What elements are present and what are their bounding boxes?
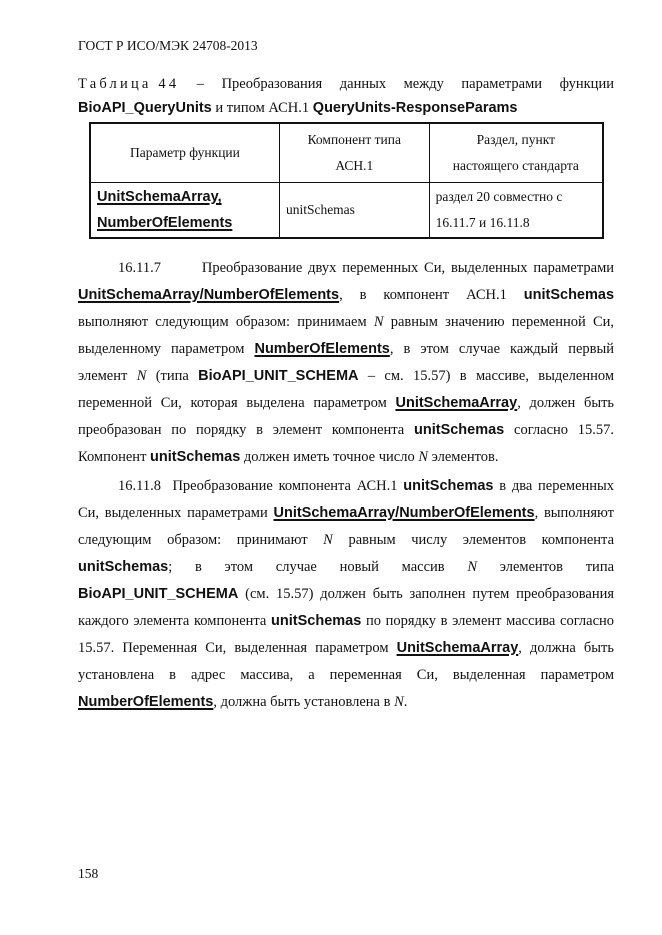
header-text: Раздел, пункт <box>476 132 556 147</box>
text: , должна быть установлена в адрес массива, а переменная Си, выделенная параметром <box>78 640 614 683</box>
paragraph-16-11-7 <box>78 255 614 471</box>
component-name: unitSchemas <box>271 613 362 629</box>
variable: N <box>418 449 429 465</box>
component-name: unitSchemas <box>78 559 169 575</box>
header-cell-param: Параметр функции <box>90 123 279 183</box>
component-name: unitSchemas <box>150 449 241 465</box>
param-ref[interactable]: UnitSchemaArray/NumberOfElements <box>78 287 340 303</box>
text: выполняют следующим образом: принимаем <box>78 314 367 330</box>
header-text: настоящего стандарта <box>452 158 579 173</box>
text: Преобразование компонента АСН.1 <box>172 478 398 494</box>
text: . <box>403 694 408 710</box>
param-ref[interactable]: UnitSchemaArray, <box>97 189 222 205</box>
text: , в компонент АСН.1 <box>339 287 507 303</box>
section-text: раздел 20 совместно с <box>435 189 563 204</box>
function-name: BioAPI_QueryUnits <box>78 100 212 116</box>
clause-number: 16.11.7 <box>118 260 161 276</box>
text: в два переменных Си, выделенных параметрами <box>78 478 615 521</box>
param-ref[interactable]: NumberOfElements <box>97 215 233 231</box>
text: согласно 15.57. Компонент <box>78 422 615 465</box>
param-ref[interactable]: NumberOfElements <box>254 341 390 357</box>
section-text: 16.11.7 и 16.11.8 <box>435 215 530 230</box>
header-cell-section <box>429 123 603 183</box>
text: – см. 15.57) в массиве, выделенном переменной Си, которая выделена параметром <box>78 368 615 411</box>
component-name: unitSchemas <box>523 287 615 303</box>
table-caption <box>78 72 614 120</box>
variable: N <box>467 559 478 575</box>
param-ref[interactable]: NumberOfElements <box>78 694 214 710</box>
param-ref[interactable]: UnitSchemaArray <box>396 640 519 656</box>
paragraph-16-11-8 <box>78 473 614 716</box>
variable: N <box>136 368 147 384</box>
text: по порядку в элемент массива согласно 15.57. Переменная Си, выделенная параметром <box>78 613 615 656</box>
caption-word: параметрами <box>461 76 543 92</box>
variable: N <box>323 532 333 548</box>
text: равным значению переменной Си, выделенному параметром <box>78 314 615 357</box>
text: ; в этом случае новый массив <box>168 559 445 575</box>
component-name: unitSchemas <box>403 478 494 494</box>
variable: N <box>373 314 384 330</box>
header-cell-component <box>279 123 429 183</box>
asn-type-name: QueryUnits-ResponseParams <box>312 100 518 116</box>
caption-word: между <box>403 76 444 92</box>
body-text <box>78 255 614 716</box>
clause-number: 16.11.8 <box>118 478 161 494</box>
component-name: unitSchemas <box>414 422 505 438</box>
standard-header: ГОСТ Р ИСО/МЭК 24708-2013 <box>78 38 258 53</box>
cell-param <box>90 183 279 239</box>
text: (см. 15.57) должен быть заполнен путем преобразования каждого элемента компонента <box>78 586 615 629</box>
page-number: 158 <box>78 866 99 881</box>
param-ref[interactable]: UnitSchemaArray/NumberOfElements <box>273 505 535 521</box>
text: , выполняют следующим образом: принимают <box>78 505 614 548</box>
text: равным числу элементов компонента <box>348 532 615 548</box>
caption-word: данных <box>339 76 387 92</box>
text: Преобразование двух переменных Си, выделенных параметрами <box>201 260 614 276</box>
text: (типа <box>155 368 189 384</box>
caption-dash: – <box>196 76 205 92</box>
caption-word: Преобразования <box>221 76 323 92</box>
header-text: Компонент типа <box>307 132 401 147</box>
text: , должен быть преобразован по порядку в элемент компонента <box>78 395 615 438</box>
text: , в этом случае каждый первый элемент <box>78 341 615 384</box>
text: , должна быть установлена в <box>213 694 391 710</box>
param-ref[interactable]: UnitSchemaArray <box>395 395 518 411</box>
cell-section <box>429 183 603 239</box>
caption-line-1 <box>78 72 614 96</box>
text: элементов типа <box>499 559 615 575</box>
table-row <box>90 183 603 239</box>
mapping-table <box>89 122 604 239</box>
variable: N <box>394 694 404 710</box>
type-name: BioAPI_UNIT_SCHEMA <box>78 586 239 602</box>
cell-component: unitSchemas <box>279 183 429 239</box>
text: элементов. <box>431 449 499 465</box>
caption-word: функции <box>559 76 614 92</box>
caption-middle: и типом АСН.1 <box>215 100 310 116</box>
caption-line-2 <box>78 96 614 120</box>
table-label: Таблица 44 <box>78 76 180 92</box>
type-name: BioAPI_UNIT_SCHEMA <box>198 368 359 384</box>
table-header-row <box>90 123 603 183</box>
header-text: АСН.1 <box>335 158 374 173</box>
text: должен иметь точное число <box>243 449 415 465</box>
